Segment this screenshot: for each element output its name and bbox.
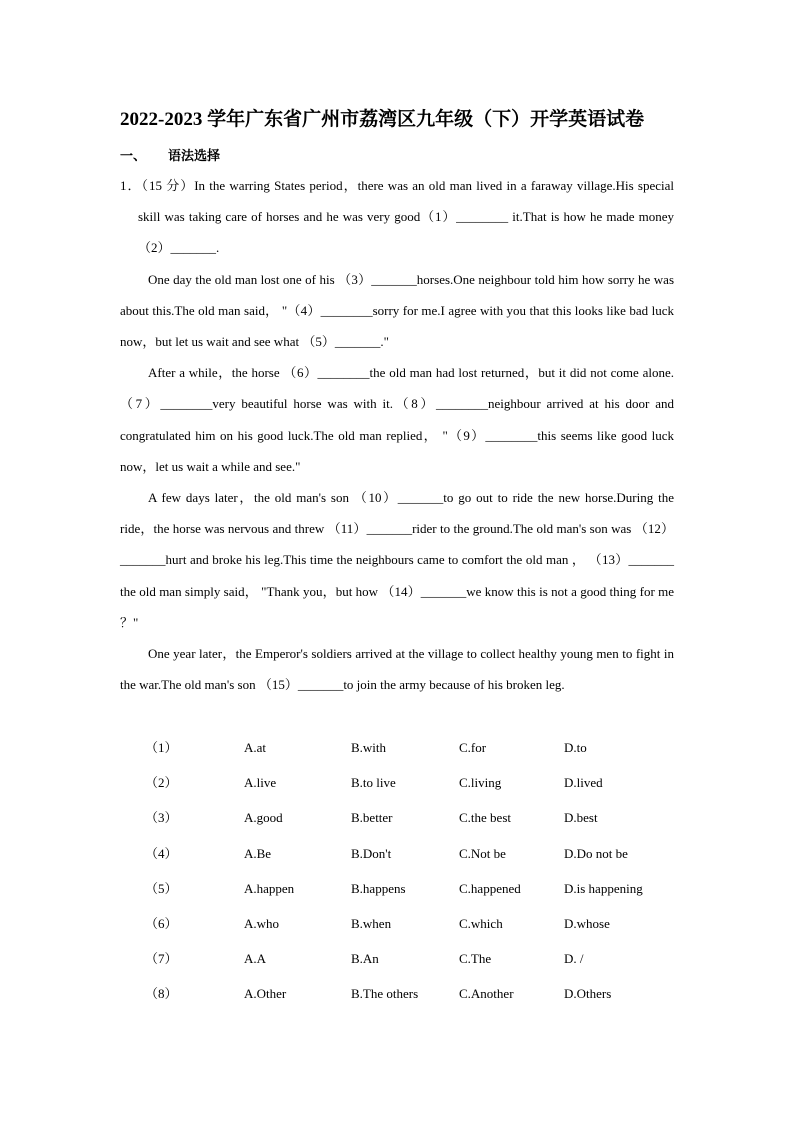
question-number: （6） — [145, 915, 178, 931]
option-b: B.with — [351, 740, 387, 755]
options-table — [145, 732, 705, 1014]
passage-paragraph-5: One year later，the Emperor's soldiers arrived at the village to collect healthy young men to fight in the war.The old man's son （15）_______to join the army because of his broken leg. — [120, 646, 674, 693]
question-number: （5） — [145, 880, 178, 896]
option-a: A.happen — [244, 880, 295, 896]
option-row — [145, 873, 705, 908]
option-a: A.Other — [244, 986, 287, 1002]
option-row — [145, 908, 705, 943]
option-a: A.at — [244, 740, 267, 755]
option-row — [145, 943, 705, 978]
question-number: （1） — [145, 740, 178, 755]
question-number: （8） — [145, 986, 178, 1002]
option-c: C.Not be — [459, 845, 506, 861]
option-row — [145, 732, 705, 767]
section-label: 语法选择 — [168, 148, 221, 163]
option-b: B.better — [351, 810, 393, 826]
option-a: A.live — [244, 775, 277, 791]
passage-paragraph-2: One day the old man lost one of his （3）_______horses.One neighbour told him how sorry he was about this.The old man said， "（4）________sorry for me.I agree with you that this looks like bad luck now，but let us wait and see what （5）_______." — [120, 271, 674, 350]
option-d: D.Others — [564, 986, 612, 1002]
option-c: C.happened — [459, 880, 521, 896]
option-d: D.best — [564, 810, 598, 826]
option-c: C.for — [459, 740, 487, 755]
option-b: B.to live — [351, 775, 396, 791]
option-d: D.Do not be — [564, 845, 628, 861]
option-a: A.good — [244, 810, 283, 826]
option-c: C.living — [459, 775, 502, 791]
option-a: A.who — [244, 915, 280, 931]
option-d: D.is happening — [564, 880, 643, 896]
option-c: C.which — [459, 915, 503, 931]
question-number: （7） — [145, 951, 178, 967]
option-b: B.when — [351, 915, 392, 931]
option-b: B.An — [351, 951, 379, 967]
option-b: B.The others — [351, 986, 419, 1002]
passage-paragraph-3: After a while，the horse （6）________the old man had lost returned，but it did not come alone.（7）________very beautiful horse was with it.（8）________neighbour arrived at his door and congratulated him on his good luck.The old man replied， "（9）________this seems like good luck now，let us wait a while and see." — [120, 365, 674, 474]
page-title: 2022-2023 学年广东省广州市荔湾区九年级（下）开学英语试卷 — [120, 109, 645, 130]
section-heading — [120, 145, 220, 164]
option-b: B.Don't — [351, 845, 392, 861]
option-row — [145, 838, 705, 873]
option-c: C.Another — [459, 986, 514, 1002]
option-a: A.Be — [244, 845, 272, 861]
option-d: D.lived — [564, 775, 603, 791]
passage-paragraph-4: A few days later，the old man's son （10）_______to go out to ride the new horse.During the ride，the horse was nervous and threw （11）_______rider to the ground.The old man's son was （12）_______hurt and broke his leg.This time the neighbours came to comfort the old man ， （13）_______ the old man simply said， "Thank you，but how （14）_______we know this is not a good thing for me ？" — [120, 490, 674, 630]
option-row — [145, 978, 705, 1013]
option-c: C.The — [459, 951, 492, 967]
option-row — [145, 802, 705, 837]
question-number: （2） — [145, 775, 178, 791]
question-number: （3） — [145, 810, 178, 826]
option-d: D.whose — [564, 915, 610, 931]
option-c: C.the best — [459, 810, 511, 826]
option-b: B.happens — [351, 880, 406, 896]
section-number: 一、 — [120, 148, 147, 163]
question-number: （4） — [145, 845, 178, 861]
passage-paragraph-1: 1．（15 分）In the warring States period，there was an old man lived in a faraway village.His special skill was taking care of horses and he was very good（1）________ it.That is how he made money （2）_______. — [120, 178, 674, 256]
option-a: A.A — [244, 951, 267, 967]
option-d: D.to — [564, 740, 587, 755]
reading-passage — [120, 170, 674, 700]
option-row — [145, 767, 705, 802]
option-d: D. / — [564, 951, 584, 967]
